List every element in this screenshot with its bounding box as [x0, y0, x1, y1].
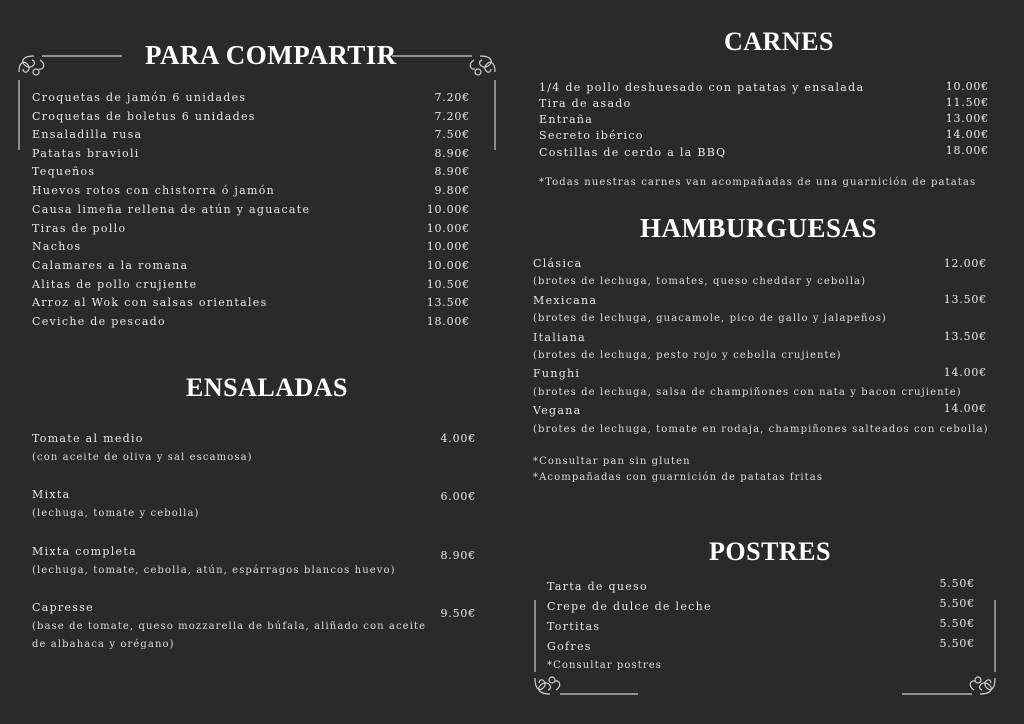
menu-item-description: (base de tomate, queso mozzarella de búfala, aliñado con aceite: [32, 621, 427, 632]
postres-note: *Consultar postres: [547, 660, 663, 671]
menu-item-price: 9.50€: [440, 607, 476, 620]
menu-item-description: (lechuga, tomate y cebolla): [32, 508, 200, 519]
menu-item-price: 8.90€: [434, 147, 470, 160]
menu-item-name: Tiras de pollo: [32, 222, 127, 235]
menu-item-price: 5.50€: [939, 637, 975, 650]
postres-title: POSTRES: [709, 537, 831, 566]
menu-item-price: 10.50€: [426, 278, 470, 291]
menu-item-name: Costillas de cerdo a la BBQ: [539, 146, 727, 159]
menu-item-name: Mixta: [32, 488, 71, 501]
menu-item-name: Tomate al medio: [32, 432, 144, 445]
menu-item-price: 4.00€: [440, 432, 476, 445]
menu-item-price: 10.00€: [426, 240, 470, 253]
menu-item-name: Tequeños: [32, 165, 96, 178]
menu-item-price: 18.00€: [945, 144, 989, 157]
menu-item-name: Arroz al Wok con salsas orientales: [32, 296, 268, 309]
menu-item-price: 14.00€: [945, 128, 989, 141]
menu-item-price: 10.00€: [945, 80, 989, 93]
menu-item-description: de albahaca y orégano): [32, 639, 175, 650]
menu-item-name: Vegana: [533, 404, 582, 417]
menu-item-description: (brotes de lechuga, pesto rojo y cebolla crujiente): [533, 350, 842, 361]
menu-item-name: Mixta completa: [32, 545, 137, 558]
compartir-title: PARA COMPARTIR: [145, 40, 397, 70]
menu-item-name: Funghi: [533, 367, 581, 380]
menu-item-price: 10.00€: [426, 222, 470, 235]
menu-item-price: 18.00€: [426, 315, 470, 328]
menu-item-price: 8.90€: [434, 165, 470, 178]
menu-item-price: 13.50€: [943, 330, 987, 343]
menu-item-price: 14.00€: [943, 402, 987, 415]
menu-item-name: Calamares a la romana: [32, 259, 189, 272]
hamburguesas-note-gluten: *Consultar pan sin gluten: [533, 456, 691, 467]
menu-item-price: 11.50€: [945, 96, 989, 109]
menu-item-price: 9.80€: [434, 184, 470, 197]
menu-item-name: Ceviche de pescado: [32, 315, 166, 328]
menu-item-name: 1/4 de pollo deshuesado con patatas y ensalada: [539, 81, 865, 94]
menu-item-name: Ensaladilla rusa: [32, 128, 143, 141]
menu-item-description: (brotes de lechuga, guacamole, pico de gallo y jalapeños): [533, 313, 887, 324]
menu-item-price: 8.90€: [440, 549, 476, 562]
menu-item-name: Nachos: [32, 240, 82, 253]
menu-item-description: (brotes de lechuga, salsa de champiñones con nata y bacon crujiente): [533, 387, 962, 398]
menu-item-price: 13.00€: [945, 112, 989, 125]
menu-item-name: Entraña: [539, 113, 594, 126]
menu-item-name: Tira de asado: [539, 97, 632, 110]
menu-item-description: (con aceite de oliva y sal escamosa): [32, 452, 253, 463]
menu-item-price: 7.20€: [434, 110, 470, 123]
hamburguesas-title: HAMBURGUESAS: [640, 213, 878, 243]
menu-item-description: (lechuga, tomate, cebolla, atún, espárragos blancos huevo): [32, 565, 396, 576]
ensaladas-title: ENSALADAS: [186, 373, 348, 402]
carnes-title: CARNES: [724, 27, 834, 56]
menu-item-description: (brotes de lechuga, tomate en rodaja, champiñones salteados con cebolla): [533, 424, 989, 435]
menu-item-name: Crepe de dulce de leche: [547, 600, 712, 613]
menu-item-price: 5.50€: [939, 617, 975, 630]
menu-item-price: 7.20€: [434, 91, 470, 104]
menu-item-description: (brotes de lechuga, tomates, queso cheddar y cebolla): [533, 276, 867, 287]
carnes-note: *Todas nuestras carnes van acompañadas de una guarnición de patatas: [539, 177, 977, 188]
menu-item-name: Tarta de queso: [547, 580, 648, 593]
menu-item-price: 10.00€: [426, 259, 470, 272]
menu-item-name: Huevos rotos con chistorra ó jamón: [32, 184, 276, 197]
menu-item-name: Gofres: [547, 640, 592, 653]
menu-item-price: 13.50€: [426, 296, 470, 309]
menu-item-price: 10.00€: [426, 203, 470, 216]
menu-item-name: Mexicana: [533, 294, 598, 307]
menu-item-name: Tortitas: [547, 620, 601, 633]
menu-item-price: 7.50€: [434, 128, 470, 141]
menu-item-price: 12.00€: [943, 257, 987, 270]
menu-item-name: Italiana: [533, 331, 586, 344]
ornament-top-right: [390, 50, 500, 160]
menu-item-name: Causa limeña rellena de atún y aguacate: [32, 203, 311, 216]
menu-item-price: 6.00€: [440, 490, 476, 503]
hamburguesas-note-garnish: *Acompañadas con guarnición de patatas fritas: [533, 472, 824, 483]
ornament-top-left: [14, 50, 124, 160]
menu-item-name: Croquetas de jamón 6 unidades: [32, 91, 247, 104]
menu-item-name: Patatas bravioli: [32, 147, 140, 160]
menu-item-name: Secreto ibérico: [539, 129, 644, 142]
menu-item-price: 5.50€: [939, 577, 975, 590]
menu-item-price: 14.00€: [943, 366, 987, 379]
menu-item-price: 5.50€: [939, 597, 975, 610]
menu-item-price: 13.50€: [943, 293, 987, 306]
menu-item-name: Croquetas de boletus 6 unidades: [32, 110, 256, 123]
menu-item-name: Alitas de pollo crujiente: [32, 278, 198, 291]
menu-item-name: Clásica: [533, 257, 583, 270]
menu-item-name: Capresse: [32, 601, 94, 614]
